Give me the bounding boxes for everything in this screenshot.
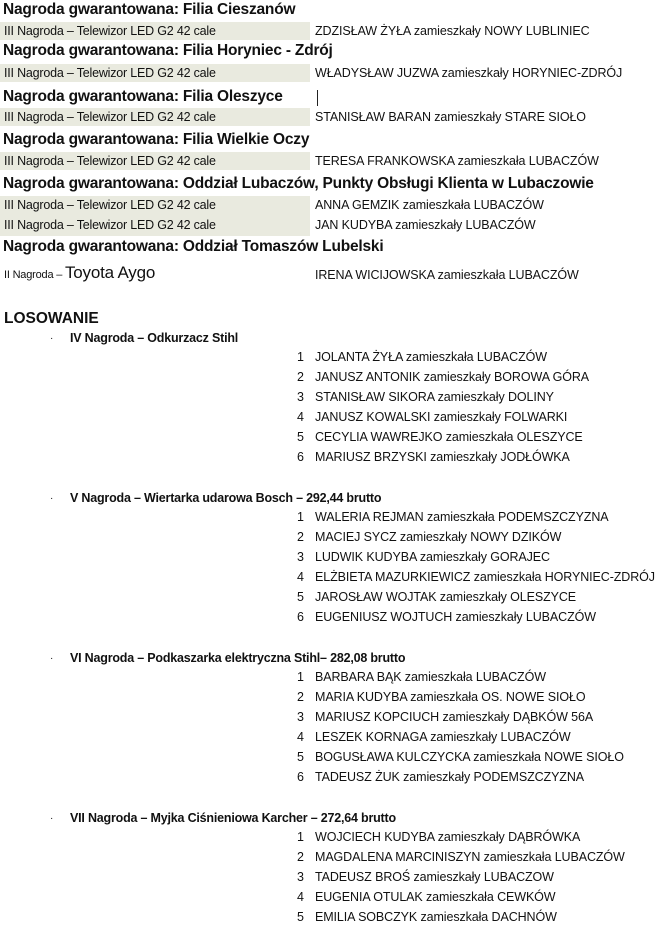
winner-number: 5: [297, 750, 304, 764]
winner-number: 2: [297, 370, 304, 384]
winner-number: 3: [297, 710, 304, 724]
winner-number: 2: [297, 530, 304, 544]
section-heading-horyniec: Nagroda gwarantowana: Filia Horyniec - Zdrój: [3, 42, 333, 59]
prize-group-title: VII Nagroda – Myjka Ciśnieniowa Karcher – 272,64 brutto: [70, 811, 396, 825]
winner-name: TADEUSZ ŻUK zamieszkały PODEMSZCZYZNA: [315, 770, 585, 784]
prize-label: III Nagroda – Telewizor LED G2 42 cale: [4, 154, 216, 168]
section-heading-oleszyce: Nagroda gwarantowana: Filia Oleszyce: [3, 88, 283, 105]
winner-number: 5: [297, 590, 304, 604]
winner-number: 1: [297, 830, 304, 844]
winner-name: MAGDALENA MARCINISZYN zamieszkała LUBACZÓW: [315, 850, 625, 864]
prize-label: III Nagroda – Telewizor LED G2 42 cale: [4, 24, 216, 38]
bullet-icon: ·: [50, 813, 54, 824]
winner-name: BARBARA BĄK zamieszkała LUBACZÓW: [315, 670, 546, 684]
winner-number: 4: [297, 570, 304, 584]
winner-name: TERESA FRANKOWSKA zamieszkała LUBACZÓW: [315, 154, 599, 168]
winner-number: 2: [297, 850, 304, 864]
prize-group-title: VI Nagroda – Podkaszarka elektryczna Stihl– 282,08 brutto: [70, 651, 406, 665]
winner-number: 6: [297, 450, 304, 464]
winner-number: 6: [297, 610, 304, 624]
bullet-icon: ·: [50, 653, 54, 664]
prize-label: III Nagroda – Telewizor LED G2 42 cale: [4, 218, 216, 232]
prize-group-title: IV Nagroda – Odkurzacz Stihl: [70, 331, 239, 345]
section-heading-lubaczow: Nagroda gwarantowana: Oddział Lubaczów, Punkty Obsługi Klienta w Lubaczowie: [3, 175, 594, 192]
section-heading-wielkie-oczy: Nagroda gwarantowana: Filia Wielkie Oczy: [3, 131, 310, 148]
winner-name: MACIEJ SYCZ zamieszkały NOWY DZIKÓW: [315, 530, 562, 544]
winner-name: MARIUSZ KOPCIUCH zamieszkały DĄBKÓW 56A: [315, 710, 594, 724]
drawing-title: LOSOWANIE: [4, 310, 99, 327]
winner-number: 2: [297, 690, 304, 704]
prize-prefix: II Nagroda –: [4, 269, 65, 281]
winner-name: WŁADYSŁAW JUZWA zamieszkały HORYNIEC-ZDRÓJ: [315, 66, 623, 80]
winner-name: ANNA GEMZIK zamieszkała LUBACZÓW: [315, 198, 544, 212]
winner-number: 1: [297, 350, 304, 364]
winner-name: JANUSZ ANTONIK zamieszkały BOROWA GÓRA: [315, 370, 590, 384]
winner-name: WOJCIECH KUDYBA zamieszkały DĄBRÓWKA: [315, 830, 581, 844]
winner-number: 6: [297, 770, 304, 784]
winner-number: 1: [297, 670, 304, 684]
prize-label: [4, 263, 155, 283]
winner-name: CECYLIA WAWREJKO zamieszkała OLESZYCE: [315, 430, 583, 444]
bullet-icon: ·: [50, 333, 54, 344]
winner-number: 5: [297, 430, 304, 444]
bullet-icon: ·: [50, 493, 54, 504]
winner-name: EUGENIUSZ WOJTUCH zamieszkały LUBACZÓW: [315, 610, 596, 624]
prize-main: Toyota Aygo: [65, 263, 156, 282]
winner-name: JAROSŁAW WOJTAK zamieszkały OLESZYCE: [315, 590, 577, 604]
winner-name: JAN KUDYBA zamieszkały LUBACZÓW: [315, 218, 536, 232]
winner-name: STANISŁAW SIKORA zamieszkały DOLINY: [315, 390, 554, 404]
winner-name: JANUSZ KOWALSKI zamieszkały FOLWARKI: [315, 410, 568, 424]
prize-label: III Nagroda – Telewizor LED G2 42 cale: [4, 198, 216, 212]
prize-group-title: V Nagroda – Wiertarka udarowa Bosch – 292,44 brutto: [70, 491, 382, 505]
winner-number: 3: [297, 870, 304, 884]
winner-name: LUDWIK KUDYBA zamieszkały GORAJEC: [315, 550, 550, 564]
winner-number: 5: [297, 910, 304, 924]
winner-name: EMILIA SOBCZYK zamieszkała DACHNÓW: [315, 910, 557, 924]
winner-name: LESZEK KORNAGA zamieszkały LUBACZÓW: [315, 730, 571, 744]
winner-name: EUGENIA OTULAK zamieszkała CEWKÓW: [315, 890, 556, 904]
winner-name: MARIUSZ BRZYSKI zamieszkały JODŁÓWKA: [315, 450, 570, 464]
winner-number: 4: [297, 410, 304, 424]
winner-number: 4: [297, 890, 304, 904]
winner-name: ZDZISŁAW ŻYŁA zamieszkały NOWY LUBLINIEC: [315, 24, 590, 38]
winner-number: 4: [297, 730, 304, 744]
winner-name: MARIA KUDYBA zamieszkała OS. NOWE SIOŁO: [315, 690, 586, 704]
winner-number: 1: [297, 510, 304, 524]
section-heading-tomaszow: Nagroda gwarantowana: Oddział Tomaszów Lubelski: [3, 238, 384, 255]
winner-name: IRENA WICIJOWSKA zamieszkała LUBACZÓW: [315, 268, 579, 282]
winner-name: TADEUSZ BROŚ zamieszkały LUBACZOW: [315, 870, 554, 884]
winner-name: ELŻBIETA MAZURKIEWICZ zamieszkała HORYNIEC-ZDRÓJ: [315, 570, 655, 584]
winner-name: JOLANTA ŻYŁA zamieszkała LUBACZÓW: [315, 350, 547, 364]
winner-number: 3: [297, 390, 304, 404]
winner-name: STANISŁAW BARAN zamieszkały STARE SIOŁO: [315, 110, 586, 124]
winner-number: 3: [297, 550, 304, 564]
prize-label: III Nagroda – Telewizor LED G2 42 cale: [4, 66, 216, 80]
winner-name: BOGUSŁAWA KULCZYCKA zamieszkała NOWE SIOŁO: [315, 750, 624, 764]
text-cursor: [317, 90, 318, 106]
winner-name: WALERIA REJMAN zamieszkała PODEMSZCZYZNA: [315, 510, 609, 524]
prize-label: III Nagroda – Telewizor LED G2 42 cale: [4, 110, 216, 124]
section-heading-cieszanow: Nagroda gwarantowana: Filia Cieszanów: [3, 1, 296, 18]
